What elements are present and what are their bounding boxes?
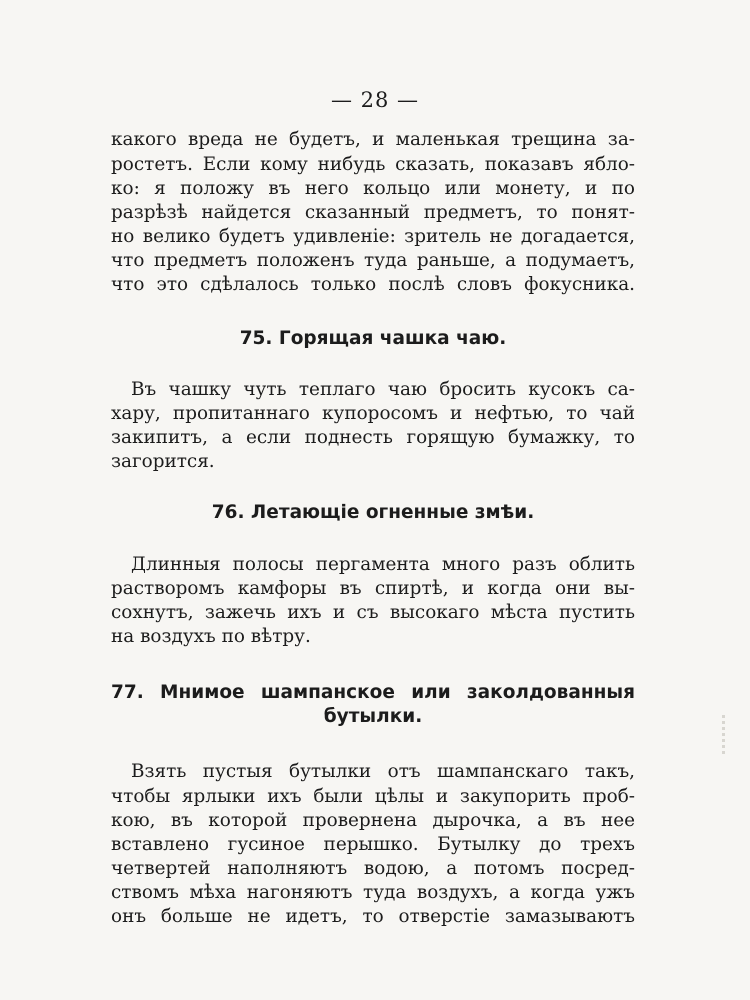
text-line: хару, пропитаннаго купоросомъ и нефтью, то чай: [111, 403, 635, 424]
text-line: ко: я положу въ него кольцо или монету, и по: [111, 178, 635, 199]
text-line: ростетъ. Если кому нибудь сказать, показавъ ябло-: [111, 154, 635, 175]
section-77-title: 77. Мнимое шампанское или заколдованныя: [111, 682, 635, 703]
text-line: но велико будетъ удивленіе: зритель не догадается,: [111, 226, 635, 247]
section-75-title: 75. Горящая чашка чаю.: [239, 328, 507, 349]
text-line: онъ больше не идетъ, то отверстіе замазываютъ: [111, 906, 635, 927]
text-line: чтобы ярлыки ихъ были цѣлы и закупорить проб-: [111, 786, 635, 807]
text-line: загорится.: [111, 451, 215, 472]
text-line: растворомъ камфоры въ спиртѣ, и когда они вы-: [111, 578, 635, 599]
text-line: четвертей наполняютъ водою, а потомъ посред-: [111, 858, 635, 879]
text-line: что предметъ положенъ туда раньше, а подумаетъ,: [111, 250, 635, 271]
text-line: ствомъ мѣха нагоняютъ туда воздухъ, а когда ужъ: [111, 882, 635, 903]
text-line: какого вреда не будетъ, и маленькая трещина за-: [111, 129, 635, 150]
text-line: Взять пустыя бутылки отъ шампанскаго такъ,: [131, 761, 635, 782]
text-line: вставлено гусиное перышко. Бутылку до трехъ: [111, 834, 635, 855]
text-line: Въ чашку чуть теплаго чаю бросить кусокъ са-: [131, 379, 635, 400]
section-77-title-continued: бутылки.: [323, 706, 423, 727]
page-edge-mark: [722, 715, 725, 755]
text-line: разрѣзѣ найдется сказанный предметъ, то понят-: [111, 202, 635, 223]
text-line: закипитъ, а если поднесть горящую бумажку, то: [111, 427, 635, 448]
text-line: кою, въ которой провернена дырочка, а въ нее: [111, 810, 635, 831]
text-line: на воздухъ по вѣтру.: [111, 626, 311, 647]
text-line: Длинныя полосы пергамента много разъ облить: [131, 554, 635, 575]
text-line: что это сдѣлалось только послѣ словъ фокусника.: [111, 274, 635, 295]
text-line: сохнутъ, зажечь ихъ и съ высокаго мѣста пустить: [111, 602, 635, 623]
page-number: — 28 —: [330, 88, 420, 112]
section-76-title: 76. Летающіе огненные змѣи.: [211, 502, 535, 523]
